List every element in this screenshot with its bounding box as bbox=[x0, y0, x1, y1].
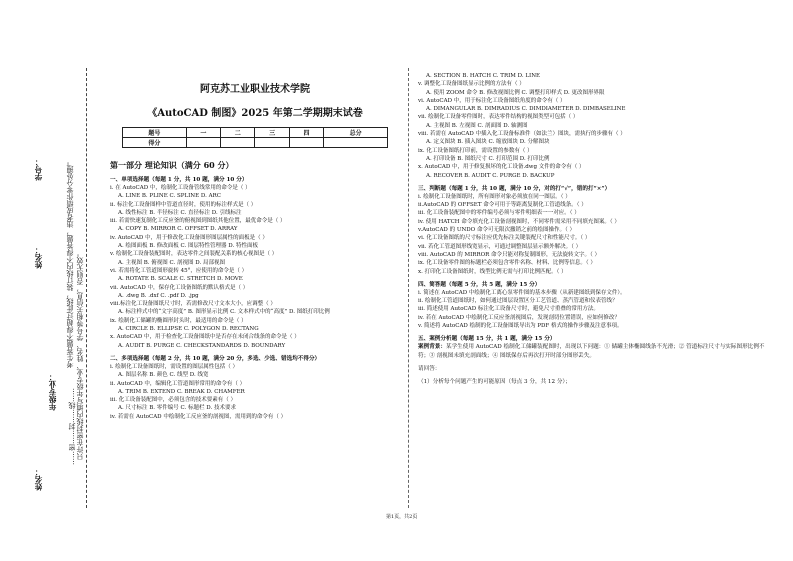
short-answer-item: ii. 绘制化工管道图纸时，如何通过图层设置区分工艺管道、蒸汽管道和仪表管线？ bbox=[418, 298, 618, 305]
section1-list bbox=[110, 184, 400, 350]
section3-list bbox=[418, 193, 768, 276]
section4-title: 四、简答题（每题 5 分，共 5 题，满分 15 分） bbox=[418, 281, 541, 288]
judge-item: v.AutoCAD 的 UNDO 命令可无限次撤销之前的绘图操作。（ ） bbox=[418, 227, 575, 234]
short-answer-item: v. 简述将 AutoCAD 绘制的化工设备图纸导出为 PDF 格式的操作步骤及注意事项。 bbox=[418, 323, 623, 330]
score-header-row bbox=[123, 128, 388, 138]
question-text: i. 在 AutoCAD 中，绘制化工设备管线常用的命令是（ ） bbox=[110, 185, 251, 191]
score-value-row bbox=[123, 138, 388, 148]
judge-item: vii. 若化工管道图形线宽显示，可通过调整图层显示额外解决。（ ） bbox=[418, 243, 582, 250]
question-text: viii.标注化工设备图纸尺寸时，若需修改尺寸文本大小，应调整（ ） bbox=[110, 301, 276, 308]
question-option: A. COPY B. MIRROR C. OFFSET D. ARRAY bbox=[118, 226, 238, 233]
short-answer-item: iv. 若在 AutoCAD 中绘制化工反应釜剖视图后，发现剖切位置错误，应如何修改？ bbox=[418, 314, 620, 321]
score-table bbox=[122, 127, 388, 148]
section4-list bbox=[418, 289, 768, 330]
short-answer-item: i. 简述在 AutoCAD 中绘制化工离心泵零件图的基本步骤（从新建图纸到保存文件）。 bbox=[418, 289, 626, 296]
question-option: A. TRIM B. EXTEND C. BREAK D. CHAMFER bbox=[118, 388, 245, 395]
section2-title: 二、多项选择题（每题 2 分，共 10 题，满分 20 分，多选、少选、错选均不得分） bbox=[110, 355, 321, 362]
question-text: i. 绘制化工设备图纸时，需设置的图层属性包括（ ） bbox=[110, 363, 239, 370]
page-footer: 第1页，共2页 bbox=[386, 514, 418, 520]
judge-item: vi. 化工设备图纸的尺寸标注应优先标注关键装配尺寸和性能尺寸。（ ） bbox=[418, 235, 591, 242]
question-option: A. AUDIT B. PURGE C. CHECKSTANDARDS D. BOUNDARY bbox=[118, 342, 286, 349]
question-text: x. AutoCAD 中，用于修复损坏的化工设备.dwg 文件的命令有（ ） bbox=[418, 164, 585, 171]
question-text: iii. 若需快速复制化工反应釜的俯视图到图纸其他位置，最优命令是（ ） bbox=[110, 218, 286, 225]
question-text: ix. 化工设备图纸打印前，需设置的参数有（ ） bbox=[418, 147, 533, 154]
question-option: A. SECTION B. HATCH C. TRIM D. LINE bbox=[426, 73, 541, 79]
bottom-name-label: 姓名： bbox=[34, 468, 43, 491]
question-text: vii. 绘制化工设备零件图时，表达零件结构的视图类型可包括（ ） bbox=[418, 114, 579, 121]
question-option: A. ROTATE B. SCALE C. STRETCH D. MOVE bbox=[118, 276, 243, 283]
score-input-cell[interactable] bbox=[186, 138, 220, 148]
score-cell: 一 bbox=[186, 128, 220, 138]
question-option: A. 图层名称 B. 颜色 C. 线型 D. 线宽 bbox=[118, 372, 209, 379]
question-text: v. 调整化工设备图纸显示比例的方法有（ ） bbox=[418, 81, 525, 88]
score-input-cell[interactable] bbox=[255, 138, 289, 148]
score-cell: 二 bbox=[221, 128, 255, 138]
page-divider bbox=[408, 68, 409, 508]
question-text: iv. AutoCAD 中，用于修改化工设备图形图层属性的面板是（ ） bbox=[110, 234, 268, 241]
question-option: A. 标注样式中的“文字高度” B. 图形显示比例 C. 文本样式中的“高度” D. 图纸打印比例 bbox=[118, 309, 330, 316]
score-input-cell[interactable] bbox=[221, 138, 255, 148]
question-option: A. LINE B. PLINE C. SPLINE D. ARC bbox=[118, 193, 221, 200]
ask-label: 请回答： bbox=[418, 366, 441, 373]
question-text: vi. AutoCAD 中，用于标注化工设备图纸角度的命令有（ ） bbox=[418, 97, 566, 104]
score-cell: 三 bbox=[255, 128, 289, 138]
part1-title: 第一部分 理论知识（满分 60 分） bbox=[110, 160, 234, 170]
question-text: vi. 若需将化工管道图形旋转 45°，应使用的命令是（ ） bbox=[110, 267, 248, 274]
section5-title: 五、案例分析题（每题 15 分，共 1 题，满分 15 分） bbox=[418, 336, 556, 343]
score-cell: 题号 bbox=[123, 128, 187, 138]
right-column bbox=[418, 72, 768, 387]
exam-title: 《AutoCAD 制图》2025 年第二学期期末试卷 bbox=[147, 108, 363, 119]
question-text: iii. 化工设备装配图中，必须包含的技术要素有（ ） bbox=[110, 397, 237, 404]
short-answer-item: iii. 简述使用 AutoCAD 标注化工设备尺寸时，避免尺寸重叠的常用方法。 bbox=[418, 306, 599, 313]
binding-margin bbox=[28, 128, 88, 498]
question-option: A. 尺寸标注 B. 零件编号 C. 标题栏 D. 技术要求 bbox=[118, 405, 236, 412]
section2-list bbox=[110, 363, 400, 421]
school-name: 阿克苏工业职业技术学院 bbox=[200, 84, 310, 95]
student-id-label: 学号： bbox=[34, 158, 43, 181]
question-option: A. 打印设备 B. 图纸尺寸 C. 打印范围 D. 打印比例 bbox=[426, 155, 550, 162]
judge-item: ii.AutoCAD 的 OFFSET 命令可用于等距离复制化工管道线条。（ ） bbox=[418, 202, 587, 209]
question-text: v. 绘制化工设备装配图时，表达零件之间装配关系的核心视图是（ ） bbox=[110, 251, 278, 258]
judge-item: iii. 化工设备装配图中的零件编号必须与零件明细表一一对应。（ ） bbox=[418, 210, 580, 217]
score-cell: 四 bbox=[289, 128, 323, 138]
question-option: A. DIMANGULAR B. DIMRADIUS C. DIMDIAMETER D. DIMBASELINE bbox=[426, 106, 626, 113]
left-column bbox=[110, 78, 400, 421]
score-input-cell[interactable] bbox=[324, 138, 388, 148]
question-option: A. 使用 ZOOM 命令 B. 修改视图比例 C. 调整打印样式 D. 更改图形界限 bbox=[426, 89, 605, 96]
question-text: viii. 若需在 AutoCAD 中插入化工设备标准件（如法兰）图块，需执行的步骤有（ ） bbox=[418, 131, 626, 138]
case-background bbox=[418, 343, 768, 361]
question-text: iv. 若需在 AutoCAD 中绘制化工反应釜的剖视图，需用到的命令有（ ） bbox=[110, 413, 287, 420]
judge-item: iv. 使用 HATCH 命令填充化工设备剖视图时，不同零件需采用不同填充图案。（ ） bbox=[418, 218, 620, 225]
section1-title: 一、单项选择题（每题 1 分，共 10 题，满分 10 分） bbox=[110, 177, 248, 183]
case-text: 某学生使用 AutoCAD 绘制化工储罐装配图时，出现以下问题：① 储罐主体椭圆线条不光滑；② 管道标注尺寸与实际图形比例不符；③ 剖视图未填充剖面线；④ 图纸保存后再次打开时部分图形丢失。 bbox=[418, 344, 765, 360]
section3-title: 三、判断题（每题 1 分，共 10 题，满分 10 分，对的打“√”，错的打“×”） bbox=[418, 185, 611, 192]
judge-item: viii. AutoCAD 的 MIRROR 命令只能对称复制图形，无法旋转文字。（ ） bbox=[418, 251, 600, 258]
question-option: A. 线性标注 B. 半径标注 C. 直径标注 D. 引线标注 bbox=[118, 209, 242, 216]
ask-item-1: （1）分析每个问题产生的可能原因（每点 3 分，共 12 分）； bbox=[418, 379, 571, 386]
question-text: x. AutoCAD 中，用于检查化工设备图纸中是否存在未闭合线条的命令是（ ） bbox=[110, 334, 300, 341]
question-text: ix. 绘制化工储罐的椭圆形封头时，最适用的命令是（ ） bbox=[110, 317, 247, 324]
question-option: A. RECOVER B. AUDIT C. PURGE D. BACKUP bbox=[426, 172, 555, 179]
name-label: 姓名： bbox=[34, 246, 43, 269]
question-option: A. 绘图面板 B. 修改面板 C. 图层特性管理器 D. 特性面板 bbox=[118, 243, 258, 250]
question-option: A. 定义图块 B. 插入图块 C. 缩放图块 D. 分解图块 bbox=[426, 139, 550, 146]
question-option: A. 主视图 B. 左视图 C. 剖面图 D. 轴测图 bbox=[426, 122, 528, 129]
question-text: vii. AutoCAD 中，保存化工设备图纸的默认格式是（ ） bbox=[110, 284, 249, 291]
question-option: A. CIRCLE B. ELLIPSE C. POLYGON D. RECTANG bbox=[118, 326, 259, 333]
fill-note: 只许在密封线内填写年级专业、姓名、学号等相关信息，否则无效。 bbox=[76, 250, 84, 460]
seal-warning: 考生答题不得超过此线，装订线内不得答题，违者成绩作零分处理。 bbox=[66, 158, 74, 368]
grade-major-label: 年级专业： bbox=[48, 373, 57, 411]
judge-item: x. 打印化工设备图纸时，线型比例无需与打印比例匹配。（ ） bbox=[418, 268, 567, 275]
question-text: ii. 标注化工设备图样中管道直径时，使用的标注样式是（ ） bbox=[110, 201, 257, 208]
section2-continued-list bbox=[418, 80, 768, 180]
score-cell: 得分 bbox=[123, 138, 187, 148]
question-option: A. .dwg B. .dxf C. .pdf D. .jpg bbox=[118, 292, 199, 299]
case-label: 案例背景： bbox=[418, 344, 446, 351]
seal-dashed-line bbox=[86, 68, 87, 508]
judge-item: ix. 化工设备零件图的标题栏必须包含零件名称、材料、比例等信息。（ ） bbox=[418, 260, 596, 267]
judge-item: i. 绘制化工设备图纸时，所有图形对象必须放在同一图层。（ ） bbox=[418, 193, 571, 200]
question-option: A. 主视图 B. 俯视图 C. 剖视图 D. 局部视图 bbox=[118, 259, 225, 266]
seal-line-text: ……密……封……线…… bbox=[68, 388, 76, 465]
score-cell: 总分 bbox=[324, 128, 388, 138]
score-input-cell[interactable] bbox=[289, 138, 323, 148]
question-text: ii. AutoCAD 中，编辑化工管道图形常用的命令有（ ） bbox=[110, 380, 246, 387]
